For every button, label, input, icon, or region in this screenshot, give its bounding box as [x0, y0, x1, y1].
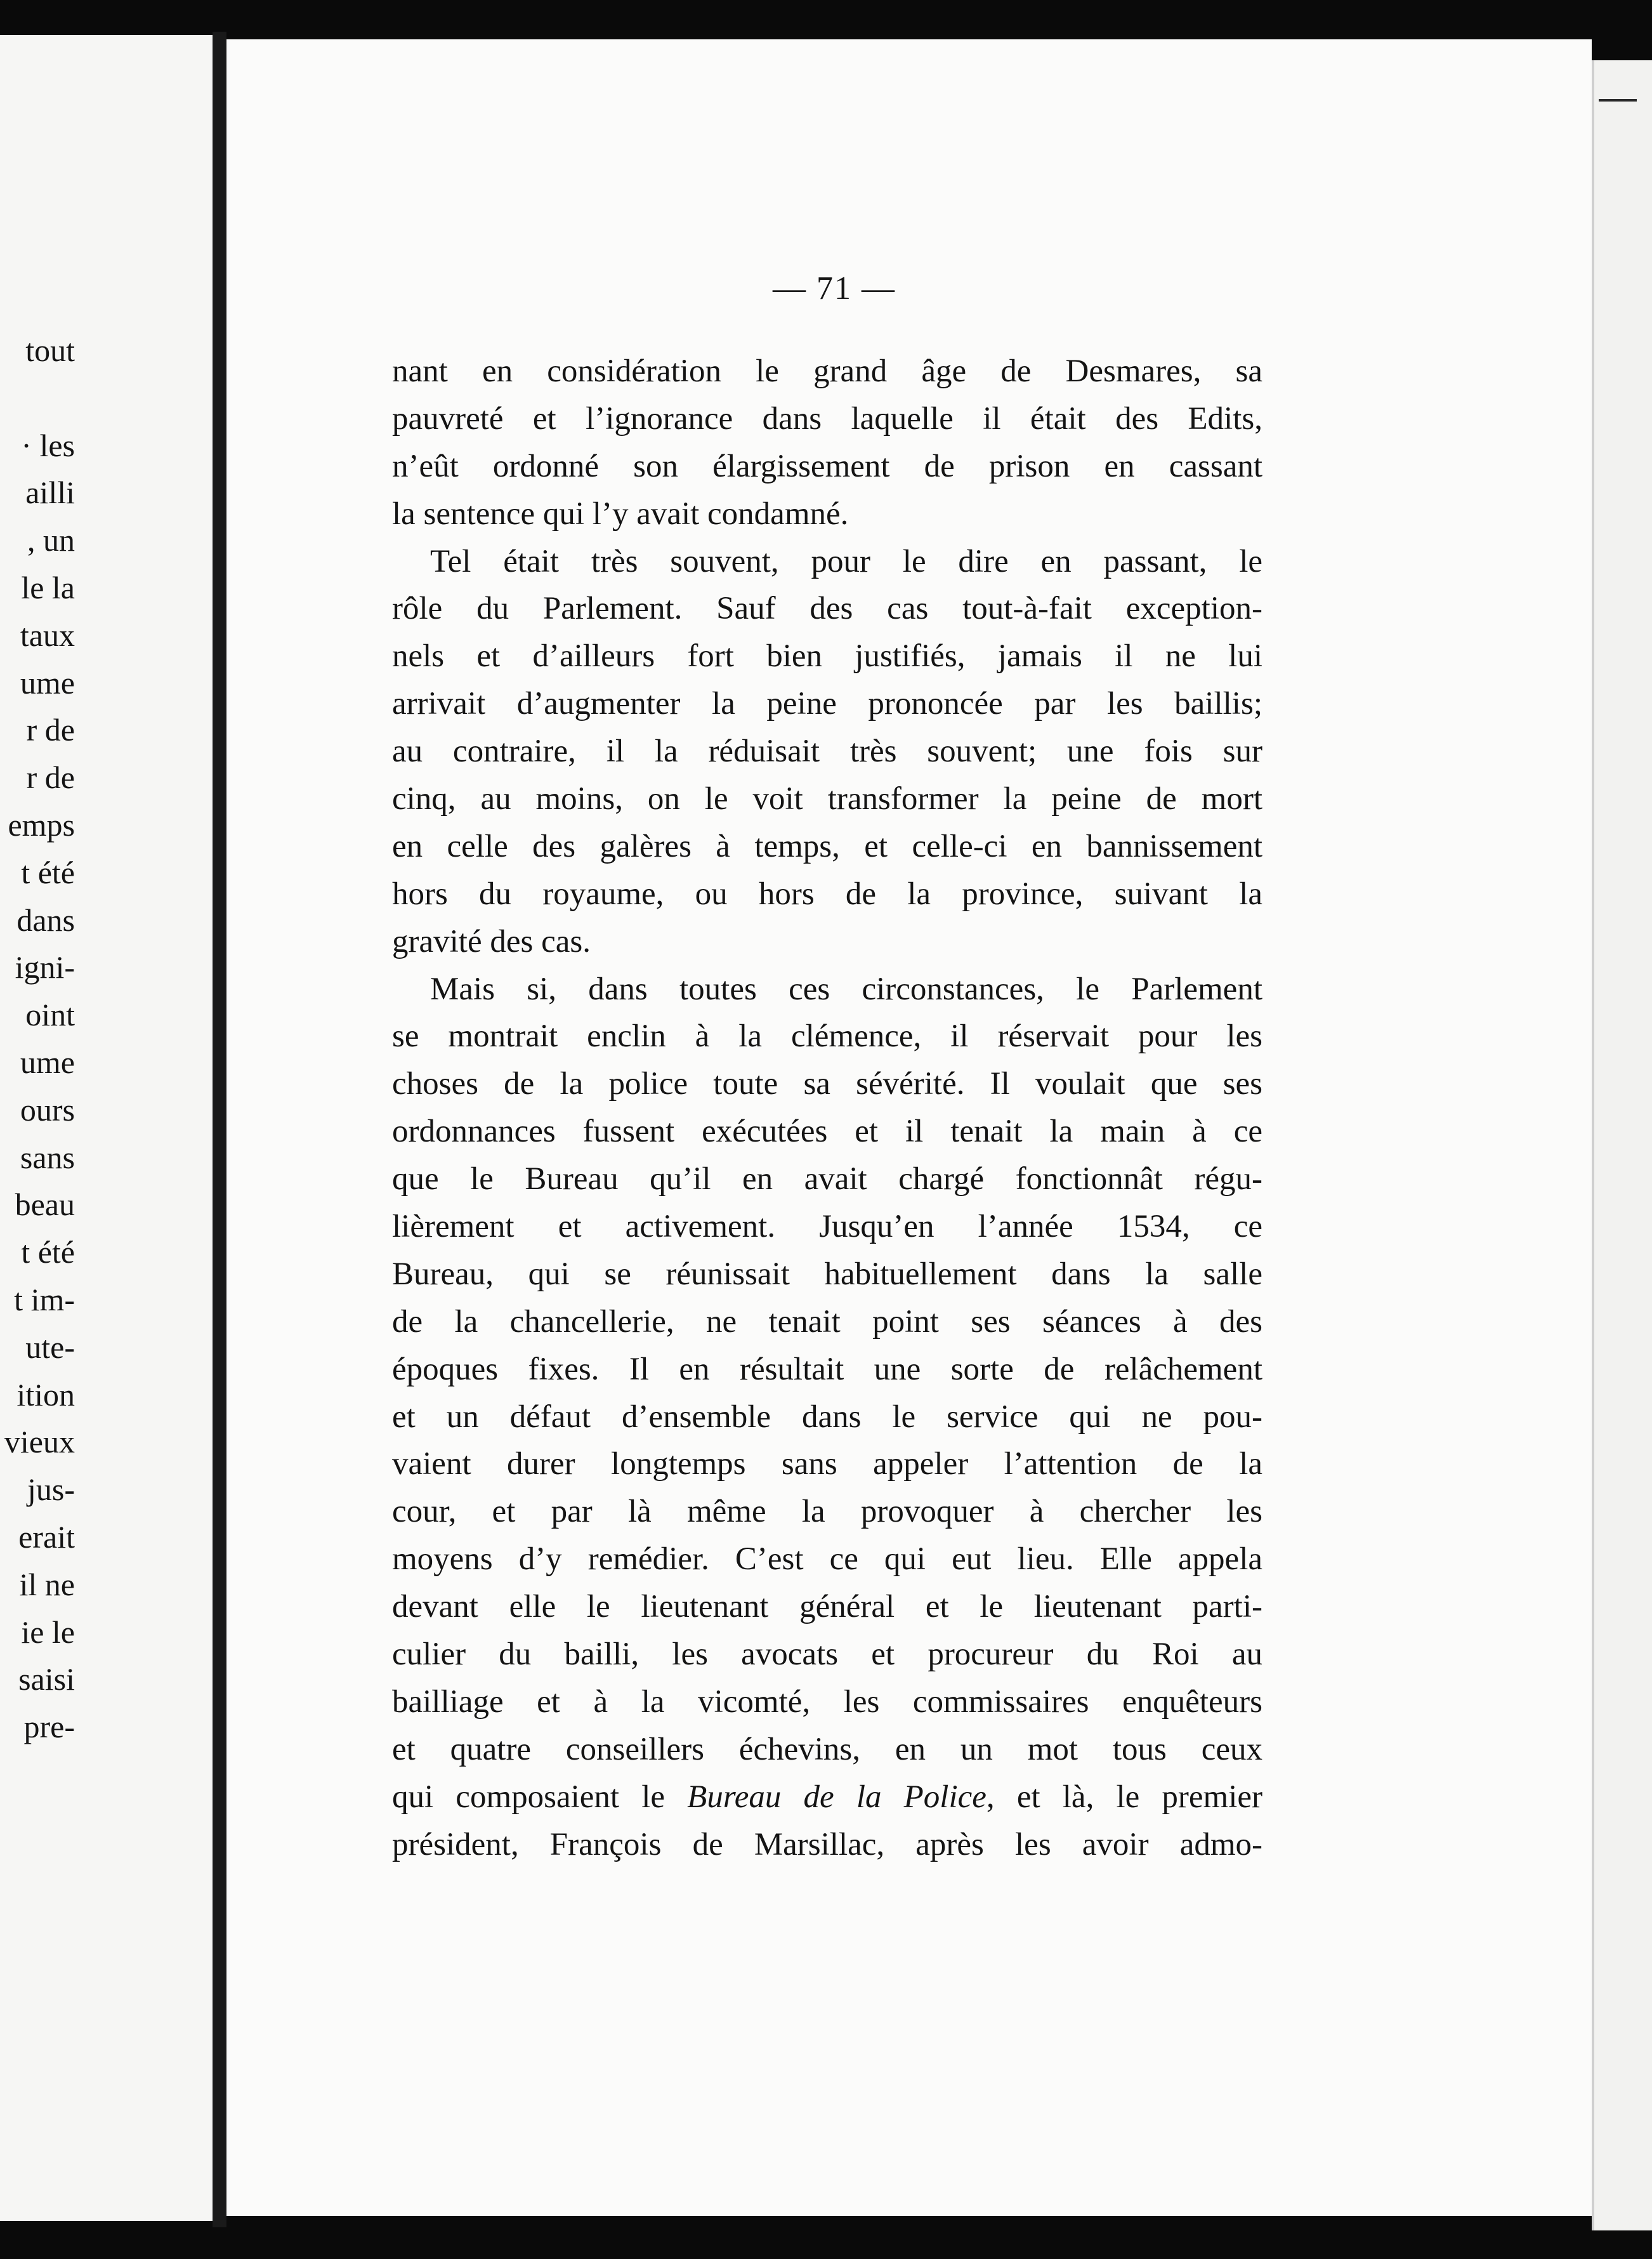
paragraph	[392, 348, 1262, 538]
text-run: , et là, le premier	[986, 1779, 1262, 1815]
text-line: culier du bailli, les avocats et procureur du Roi au	[392, 1637, 1262, 1673]
left-page-line-fragment: le la	[21, 569, 75, 605]
text-line: se montrait enclin à la clémence, il réservait pour les	[392, 1018, 1262, 1055]
left-page-line-fragment: t im-	[14, 1281, 75, 1317]
text-line: gravité des cas.	[392, 923, 591, 959]
left-page-line-fragment: il ne	[19, 1566, 75, 1602]
paragraph	[392, 538, 1262, 966]
text-line: arrivait d’augmenter la peine prononcée par les baillis;	[392, 686, 1262, 722]
right-page-edge	[1592, 60, 1652, 2230]
text-line: hors du royaume, ou hors de la province, suivant la	[392, 876, 1262, 912]
text-line: cinq, au moins, on le voit transformer la peine de mort	[392, 781, 1262, 817]
left-page-line-fragment: · les	[21, 427, 75, 463]
left-page-line-fragment: t été	[21, 1234, 75, 1270]
left-page-line-fragment: dans	[16, 902, 75, 938]
text-line: ordonnances fussent exécutées et il tenait la main à ce	[392, 1114, 1262, 1150]
left-page-line-fragment: jus-	[27, 1472, 75, 1508]
text-line: la sentence qui l’y avait condamné.	[392, 496, 849, 532]
left-page-line-fragment: , un	[27, 522, 75, 558]
left-page-line-fragment: oint	[25, 997, 75, 1033]
left-page-line-fragment: ours	[20, 1091, 75, 1128]
left-page-line-fragment: emps	[8, 807, 75, 843]
left-page-line-fragment: taux	[20, 617, 75, 653]
left-page-line-fragment: ailli	[25, 475, 75, 511]
text-line: n’eût ordonné son élargissement de prison en cassant	[392, 448, 1262, 484]
text-line: Bureau, qui se réunissait habituellement dans la salle	[392, 1256, 1262, 1292]
left-page-line-fragment: ute-	[25, 1329, 75, 1365]
text-line: vaient durer longtemps sans appeler l’attention de la	[392, 1446, 1262, 1482]
text-line: cour, et par là même la provoquer à chercher les	[392, 1494, 1262, 1530]
text-run: qui composaient le	[392, 1779, 688, 1815]
text-line: devant elle le lieutenant général et le lieutenant parti-	[392, 1589, 1262, 1625]
text-line: rôle du Parlement. Sauf des cas tout-à-fait exception-	[392, 591, 1262, 627]
edge-mark	[1599, 99, 1637, 102]
text-line: et un défaut d’ensemble dans le service qui ne pou-	[392, 1399, 1262, 1435]
page-body-text	[392, 348, 1262, 1869]
text-line: de la chancellerie, ne tenait point ses séances à des	[392, 1303, 1262, 1340]
text-line: Mais si, dans toutes ces circonstances, le Parlement	[430, 971, 1262, 1007]
text-line: que le Bureau qu’il en avait chargé fonctionnât régu-	[392, 1161, 1262, 1197]
left-page-line-fragment	[0, 374, 75, 422]
text-line: bailliage et à la vicomté, les commissaires enquêteurs	[392, 1683, 1262, 1720]
left-page-line-fragment: vieux	[4, 1424, 75, 1460]
left-page-line-fragment: tout	[25, 333, 75, 368]
left-page-line-fragment: beau	[15, 1187, 75, 1223]
left-page-line-fragment: ition	[16, 1376, 75, 1413]
left-page-line-fragment: t été	[21, 854, 75, 890]
left-page-line-fragment: r de	[26, 760, 75, 796]
text-line: nels et d’ailleurs fort bien justifiés, jamais il ne lui	[392, 638, 1262, 675]
left-page-text-fragments	[0, 327, 75, 1751]
text-line: pauvreté et l’ignorance dans laquelle il était des Edits,	[392, 400, 1262, 437]
left-page-line-fragment: erait	[18, 1518, 75, 1555]
left-page-line-fragment: pre-	[23, 1709, 75, 1745]
book-gutter	[213, 32, 226, 2227]
text-line: président, François de Marsillac, après les avoir admo-	[392, 1826, 1262, 1862]
left-page-line-fragment: ume	[20, 664, 75, 701]
left-page-line-fragment: r de	[26, 712, 75, 748]
text-line-with-italic	[392, 1774, 1262, 1821]
text-line: moyens d’y remédier. C’est ce qui eut lieu. Elle appela	[392, 1541, 1262, 1577]
text-line: Tel était très souvent, pour le dire en passant, le	[430, 543, 1262, 579]
text-line: nant en considération le grand âge de Desmares, sa	[392, 353, 1262, 389]
left-page-line-fragment: saisi	[18, 1661, 75, 1697]
left-page-line-fragment: ume	[20, 1044, 75, 1080]
text-line: choses de la police toute sa sévérité. Il voulait que ses	[392, 1066, 1262, 1102]
text-line: lièrement et activement. Jusqu’en l’année 1534, ce	[392, 1209, 1262, 1245]
page-number: — 71 —	[773, 270, 896, 306]
paragraph	[392, 966, 1262, 1869]
text-line: au contraire, il la réduisait très souvent; une fois sur	[392, 734, 1262, 770]
left-page-line-fragment: igni-	[15, 949, 75, 985]
left-page-line-fragment: sans	[20, 1139, 75, 1175]
text-line: et quatre conseillers échevins, en un mot tous ceux	[392, 1731, 1262, 1767]
left-page-line-fragment: ie le	[21, 1614, 75, 1650]
text-line: en celle des galères à temps, et celle-ci en bannissement	[392, 828, 1262, 864]
italic-text-run: Bureau de la Police	[687, 1779, 987, 1815]
text-line: époques fixes. Il en résultait une sorte de relâchement	[392, 1351, 1262, 1387]
